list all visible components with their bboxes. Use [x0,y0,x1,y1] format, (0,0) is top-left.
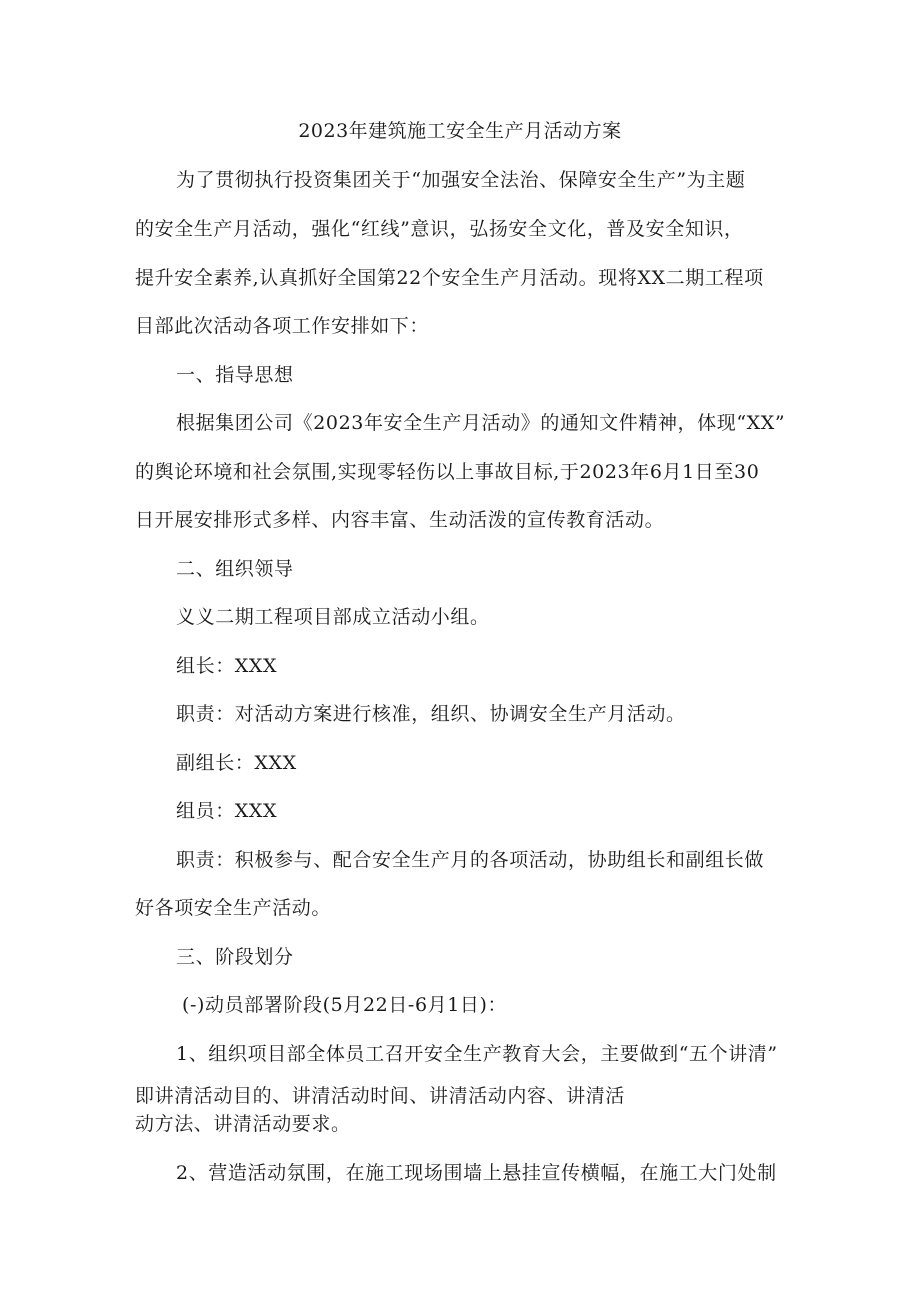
paragraph-line: 2、营造活动氛围，在施工现场围墙上悬挂宣传横幅，在施工大门处制 [176,1162,777,1184]
subsection-heading: (-)动员部署阶段(5月22日-6月1日)： [182,994,508,1016]
paragraph-line: 职责：对活动方案进行核准，组织、协调安全生产月活动。 [176,703,686,725]
section-heading: 三、阶段划分 [176,946,294,968]
paragraph-line: 动方法、讲清活动要求。 [135,1113,351,1135]
paragraph-line: 目部此次活动各项工作安排如下： [135,315,430,337]
paragraph-line: 的舆论环境和社会氛围,实现零轻伤以上事故目标,于2023年6月1日至30 [135,461,760,483]
paragraph-line: 副组长：XXX [176,752,297,774]
paragraph-line: 组员：XXX [176,800,278,822]
paragraph-line: 日开展安排形式多样、内容丰富、生动活泼的宣传教育活动。 [135,509,665,531]
section-heading: 一、指导思想 [176,364,294,386]
paragraph-line: 义义二期工程项目部成立活动小组。 [176,606,490,628]
section-heading: 二、组织领导 [176,558,294,580]
paragraph-line: 组长：XXX [176,655,278,677]
paragraph-line: 1、组织项目部全体员工召开安全生产教育大会，主要做到“五个讲清” [176,1043,778,1065]
paragraph-line: 提升安全素养,认真抓好全国第22个安全生产月活动。现将XX二期工程项 [135,267,764,289]
paragraph-line: 即讲清活动目的、讲清活动时间、讲清活动内容、讲清活 [135,1085,626,1107]
paragraph-line: 的安全生产月活动，强化“红线”意识，弘扬安全文化，普及安全知识， [135,218,744,240]
paragraph-line: 职责：积极参与、配合安全生产月的各项活动，协助组长和副组长做 [176,849,765,871]
paragraph-line: 根据集团公司《2023年安全生产月活动》的通知文件精神，体现“XX” [176,412,786,434]
document-title: 2023年建筑施工安全生产月活动方案 [298,120,622,142]
paragraph-line: 为了贯彻执行投资集团关于“加强安全法治、保障安全生产”为主题 [176,169,746,191]
paragraph-line: 好各项安全生产活动。 [135,897,332,919]
